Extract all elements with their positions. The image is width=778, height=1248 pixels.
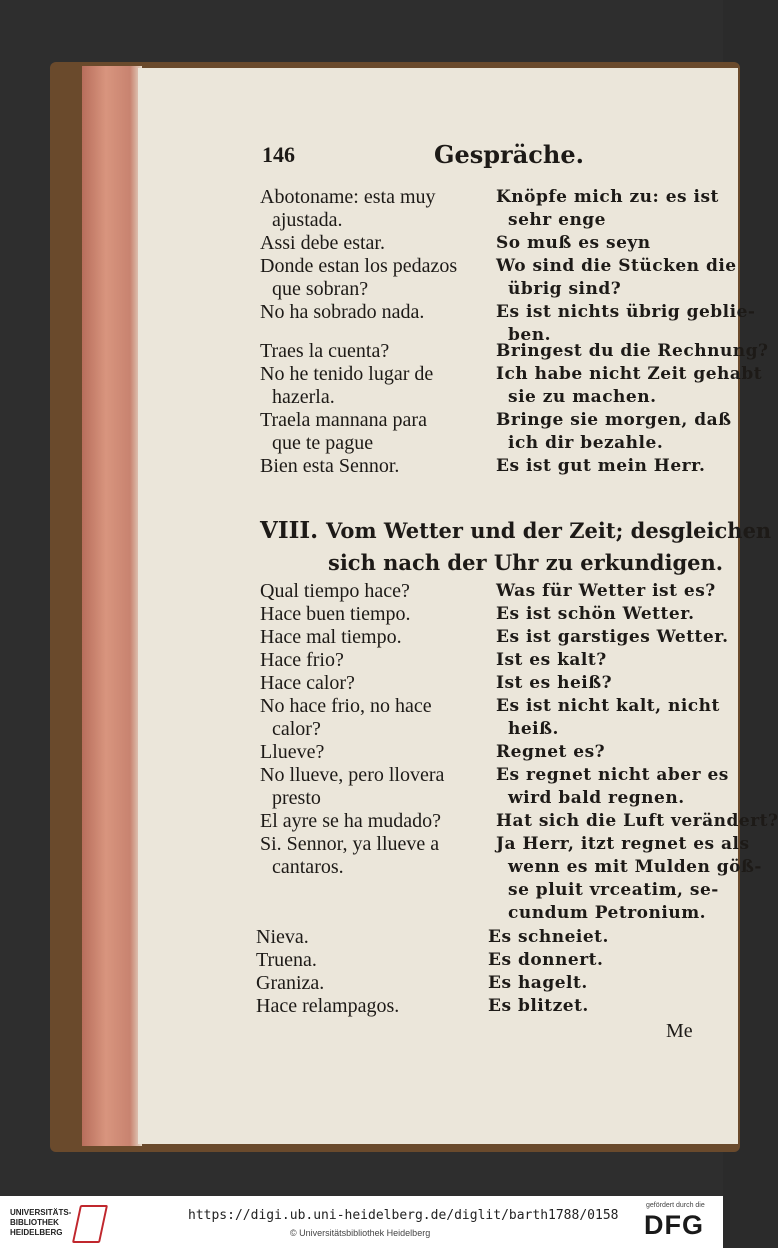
spanish-line: Graniza.	[256, 972, 325, 994]
spanish-line: Traela mannana para	[260, 409, 427, 431]
german-line: wenn es mit Mulden göß-	[508, 857, 762, 877]
page-edge	[82, 66, 142, 1146]
spanish-line: El ayre se ha mudado?	[260, 810, 442, 832]
german-line: Bringest du die Rechnung?	[496, 341, 769, 361]
spanish-line: Hace calor?	[260, 672, 355, 694]
spanish-line: No llueve, pero llovera	[260, 764, 445, 786]
german-line: Es ist gut mein Herr.	[496, 456, 706, 476]
library-name-line-3: HEIDELBERG	[10, 1228, 63, 1237]
spanish-line: Assi debe estar.	[260, 232, 385, 254]
german-line: Es donnert.	[488, 950, 604, 970]
german-line: Es regnet nicht aber es	[496, 765, 729, 785]
spanish-line: Si. Sennor, ya llueve a	[260, 833, 440, 855]
spanish-line: Nieva.	[256, 926, 309, 948]
spanish-line: Abotoname: esta muy	[260, 186, 436, 208]
dfg-logo: DFG	[644, 1210, 704, 1240]
german-line: Regnet es?	[496, 742, 606, 762]
german-line: sehr enge	[508, 210, 606, 230]
spanish-line: hazerla.	[272, 386, 335, 408]
german-line: Es blitzet.	[488, 996, 589, 1016]
permalink-url[interactable]: https://digi.ub.uni-heidelberg.de/diglit/barth1788/0158	[188, 1208, 619, 1223]
german-line: übrig sind?	[508, 279, 622, 299]
spanish-line: presto	[272, 787, 321, 809]
spanish-line: Hace frio?	[260, 649, 344, 671]
book-page	[138, 68, 778, 1144]
german-line: ich dir bezahle.	[508, 433, 664, 453]
german-line: Es ist garstiges Wetter.	[496, 627, 729, 647]
spanish-line: Hace mal tiempo.	[260, 626, 402, 648]
spanish-line: cantaros.	[272, 856, 344, 878]
spanish-line: calor?	[272, 718, 321, 740]
german-line: Wo sind die Stücken die	[496, 256, 737, 276]
german-line: Ist es kalt?	[496, 650, 607, 670]
german-line: Ja Herr, itzt regnet es als	[496, 834, 750, 854]
spanish-line: que te pague	[272, 432, 374, 454]
spanish-line: que sobran?	[272, 278, 369, 300]
german-line: Es ist nicht kalt, nicht	[496, 696, 720, 716]
german-line: Hat sich die Luft verändert?	[496, 811, 778, 831]
section-title-line-1: Vom Wetter und der Zeit; desgleichen	[326, 518, 772, 543]
catchword: Me	[666, 1020, 693, 1042]
spanish-line: No ha sobrado nada.	[260, 301, 425, 323]
german-line: Knöpfe mich zu: es ist	[496, 187, 719, 207]
german-line: ben.	[508, 325, 551, 345]
german-line: wird bald regnen.	[508, 788, 685, 808]
spanish-line: Hace buen tiempo.	[260, 603, 411, 625]
spanish-line: ajustada.	[272, 209, 343, 231]
spanish-line: Donde estan los pedazos	[260, 255, 458, 277]
german-line: Ist es heiß?	[496, 673, 613, 693]
spanish-line: Traes la cuenta?	[260, 340, 390, 362]
german-line: heiß.	[508, 719, 559, 739]
german-line: Es hagelt.	[488, 973, 588, 993]
spanish-line: Llueve?	[260, 741, 325, 763]
library-name-line-2: BIBLIOTHEK	[10, 1218, 59, 1227]
german-line: Ich habe nicht Zeit gehabt	[496, 364, 763, 384]
section-title-line-2: sich nach der Uhr zu erkundigen.	[328, 550, 724, 575]
spanish-line: Bien esta Sennor.	[260, 455, 400, 477]
spanish-line: No he tenido lugar de	[260, 363, 434, 385]
spanish-line: Hace relampagos.	[256, 995, 400, 1017]
copyright-notice: © Universitätsbibliothek Heidelberg	[290, 1228, 431, 1238]
german-line: cundum Petronium.	[508, 903, 707, 923]
german-line: Bringe sie morgen, daß	[496, 410, 732, 430]
german-line: sie zu machen.	[508, 387, 657, 407]
german-line: Es ist nichts übrig geblie-	[496, 302, 756, 322]
spanish-line: Qual tiempo hace?	[260, 580, 410, 602]
library-logo-icon	[72, 1205, 108, 1243]
page-number: 146	[262, 142, 295, 167]
german-line: Es schneiet.	[488, 927, 609, 947]
library-name	[10, 1208, 71, 1238]
running-head: Gespräche.	[434, 140, 584, 169]
library-name-line-1: UNIVERSITÄTS-	[10, 1208, 72, 1217]
german-line: se pluit vrceatim, se-	[508, 880, 719, 900]
german-line: So muß es seyn	[496, 233, 651, 253]
spanish-line: No hace frio, no hace	[260, 695, 432, 717]
viewer-footer	[0, 1196, 723, 1248]
section-number: VIII.	[260, 517, 319, 544]
german-line: Was für Wetter ist es?	[496, 581, 716, 601]
german-line: Es ist schön Wetter.	[496, 604, 695, 624]
funded-by-label: gefördert durch die	[646, 1202, 705, 1209]
spanish-line: Truena.	[256, 949, 317, 971]
